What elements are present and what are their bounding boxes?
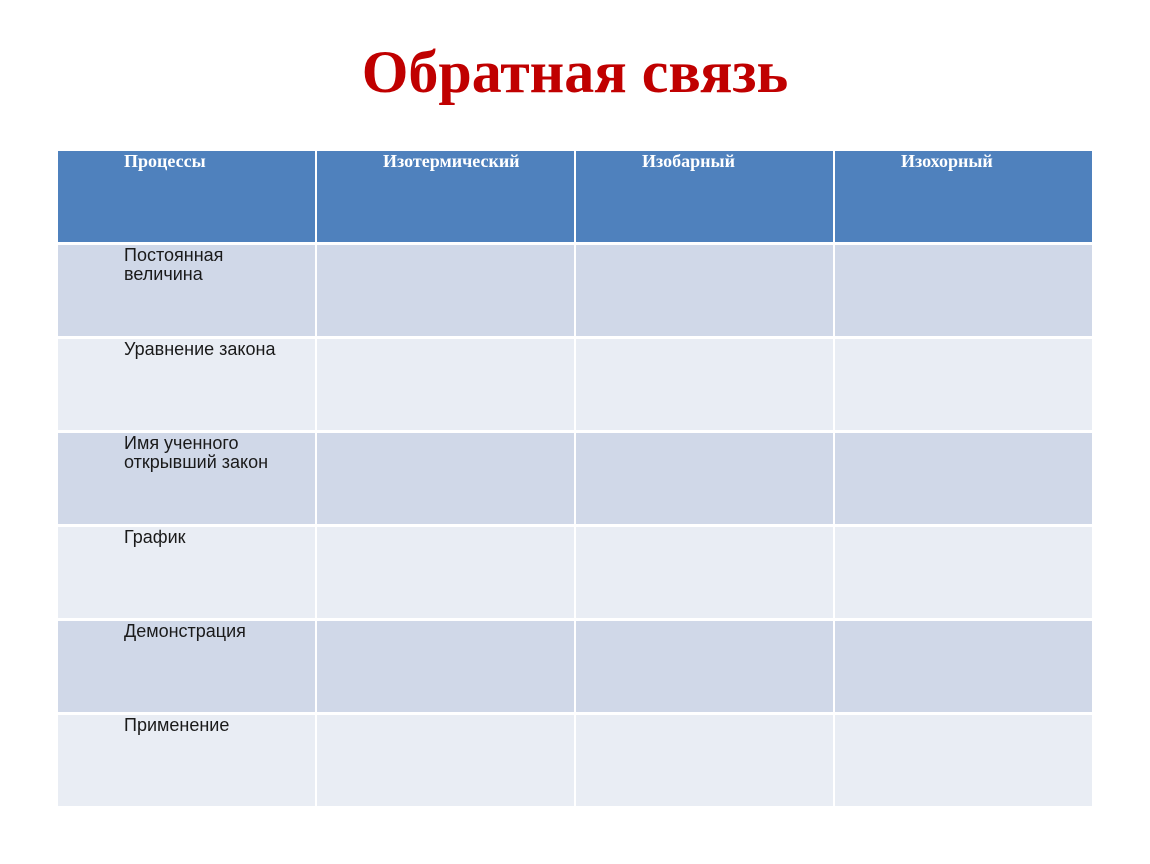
table-cell[interactable] bbox=[317, 339, 574, 430]
table-cell[interactable] bbox=[576, 715, 833, 806]
header-isobaric: Изобарный bbox=[576, 151, 833, 242]
row-label-scientist: Имя ученного открывший закон bbox=[58, 433, 315, 524]
row-label-constant: Постоянная величина bbox=[58, 245, 315, 336]
header-processes: Процессы bbox=[58, 151, 315, 242]
table-cell[interactable] bbox=[835, 245, 1092, 336]
table-cell[interactable] bbox=[576, 621, 833, 712]
table-cell[interactable] bbox=[835, 527, 1092, 618]
table-cell[interactable] bbox=[835, 433, 1092, 524]
table-cell[interactable] bbox=[576, 433, 833, 524]
row-label-application: Применение bbox=[58, 715, 315, 806]
table-cell[interactable] bbox=[317, 527, 574, 618]
header-isochoric: Изохорный bbox=[835, 151, 1092, 242]
table-cell[interactable] bbox=[576, 339, 833, 430]
table-cell[interactable] bbox=[317, 621, 574, 712]
row-label-demonstration: Демонстрация bbox=[58, 621, 315, 712]
feedback-table bbox=[58, 151, 1092, 812]
row-label-equation: Уравнение закона bbox=[58, 339, 315, 430]
table-cell[interactable] bbox=[576, 527, 833, 618]
row-label-graph: График bbox=[58, 527, 315, 618]
header-isothermal: Изотермический bbox=[317, 151, 574, 242]
table-cell[interactable] bbox=[835, 339, 1092, 430]
table-cell[interactable] bbox=[576, 245, 833, 336]
table-cell[interactable] bbox=[317, 433, 574, 524]
table-cell[interactable] bbox=[835, 621, 1092, 712]
table-cell[interactable] bbox=[835, 715, 1092, 806]
slide-title: Обратная связь bbox=[361, 39, 789, 105]
table-cell[interactable] bbox=[317, 245, 574, 336]
table-cell[interactable] bbox=[317, 715, 574, 806]
